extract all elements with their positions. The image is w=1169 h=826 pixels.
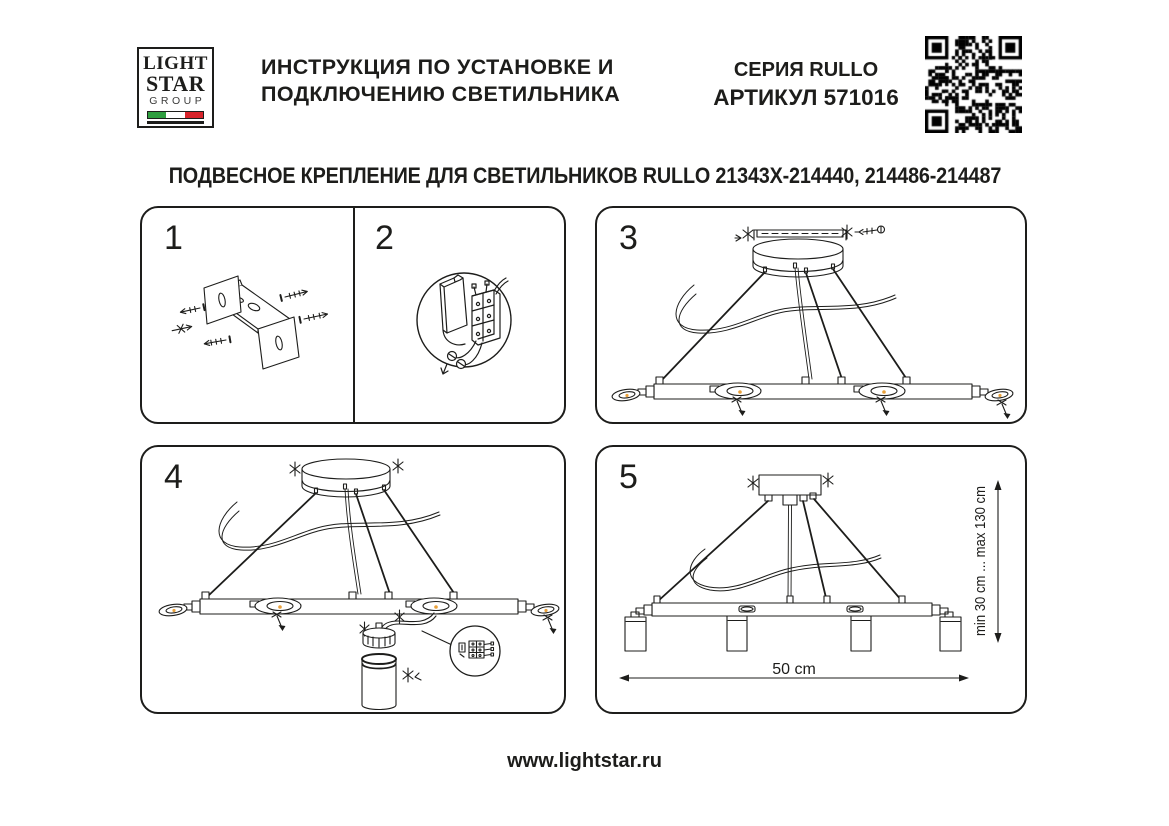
article-label: АРТИКУЛ 571016 (713, 85, 899, 110)
qr-code (925, 36, 1022, 133)
website-url: www.lightstar.ru (507, 750, 662, 772)
terminal-block (472, 278, 508, 345)
dimension-height-label: min 30 cm ... max 130 cm (973, 470, 989, 636)
lamp-shade (362, 654, 421, 710)
mounting-bracket-diagram (171, 253, 328, 369)
ground-wires (441, 341, 482, 374)
suspension-cables (660, 268, 908, 382)
logo-word-star: STAR (145, 71, 206, 96)
junction-box (440, 275, 467, 345)
step-number-5: 5 (619, 458, 638, 496)
mount-screw (855, 226, 885, 235)
footer (0, 750, 1169, 773)
flag-red-stripe (185, 112, 203, 118)
terminal-callout (422, 626, 500, 676)
step-4-panel (140, 445, 566, 714)
power-cord (690, 549, 881, 591)
step-4-diagram (142, 447, 564, 712)
power-cord (676, 285, 896, 333)
lightstar-logo (137, 47, 214, 128)
screw-burst-right (393, 459, 403, 473)
step-number-1: 1 (164, 219, 183, 257)
step-5-panel (595, 445, 1027, 714)
subtitle: ПОДВЕСНОЕ КРЕПЛЕНИЕ ДЛЯ СВЕТИЛЬНИКОВ RULLO 21343X-214440, 214486-214487 (168, 163, 1001, 188)
step-1-2-diagram (142, 208, 564, 422)
step-5-diagram (597, 447, 1025, 712)
screw-burst-left (743, 227, 753, 241)
flag-green-stripe (148, 112, 166, 118)
step-1-2-panel (140, 206, 566, 424)
flag-white-stripe (166, 112, 184, 118)
lamp-bar (636, 596, 948, 616)
logo-word-group: GROUP (149, 95, 206, 107)
power-cord (219, 502, 440, 550)
step-3-diagram (597, 208, 1025, 422)
lamp-shades (625, 612, 961, 651)
step-number-2: 2 (375, 219, 394, 257)
ceiling-bracket (735, 225, 885, 241)
dimension-width-label: 50 cm (772, 661, 816, 678)
lamp-bar (638, 377, 988, 399)
product-info (695, 58, 917, 111)
suspension-cables (657, 499, 902, 602)
step-number-4: 4 (164, 458, 183, 496)
step-3-panel (595, 206, 1027, 424)
flag-underline (147, 121, 204, 124)
dimension-height (995, 480, 1002, 643)
drill-bit-icon (171, 323, 192, 335)
title-line-1: ИНСТРУКЦИЯ ПО УСТАНОВКЕ И (261, 55, 614, 79)
italian-flag-icon (147, 111, 204, 119)
bar-fitting (739, 606, 755, 612)
page-title (261, 54, 620, 108)
series-label: СЕРИЯ RULLO (733, 59, 879, 81)
screw-burst-left (748, 476, 758, 490)
lamp-bar (184, 592, 534, 614)
wiring-detail-diagram (417, 273, 511, 374)
step-number-3: 3 (619, 219, 638, 257)
screw-burst-left (290, 462, 300, 476)
suspension-cables (207, 489, 456, 597)
screw-burst-right (823, 473, 833, 487)
ceiling-canopy (290, 459, 403, 497)
bar-fitting-2 (847, 606, 863, 612)
ceiling-mount (748, 473, 833, 505)
screw-burst (403, 668, 421, 682)
logo-word-light: LIGHT (143, 53, 208, 74)
title-line-2: ПОДКЛЮЧЕНИЮ СВЕТИЛЬНИКА (261, 82, 621, 106)
